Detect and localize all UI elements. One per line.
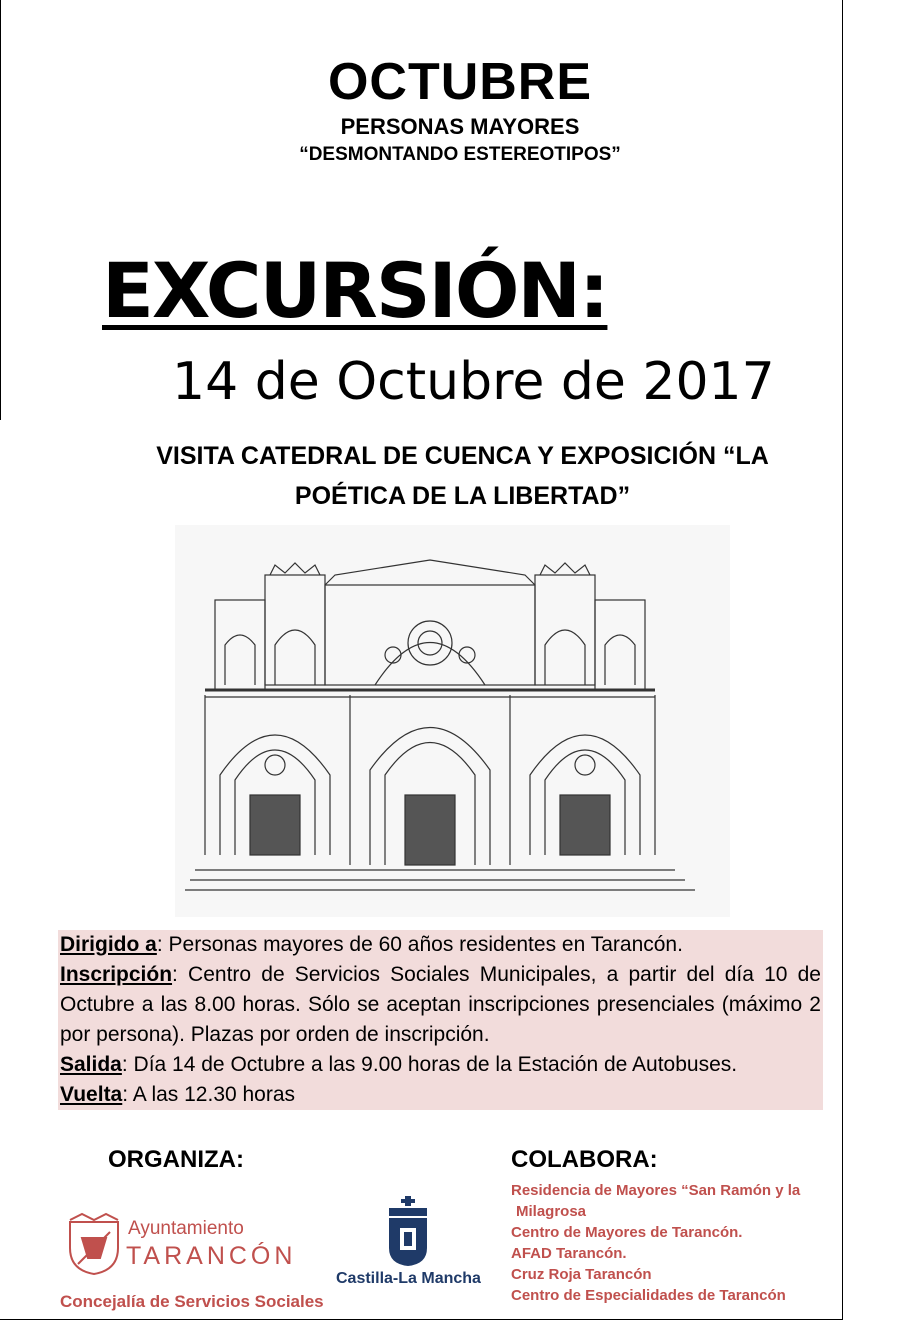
description-line-2: POÉTICA DE LA LIBERTAD” bbox=[294, 482, 631, 510]
event-description bbox=[100, 436, 825, 516]
salida-label: Salida bbox=[60, 1053, 122, 1076]
inscripcion-text: : Centro de Servicios Sociales Municipales, a partir del día 10 de Octubre a las 8.00 horas. Sólo se aceptan inscripciones presenciales (máximo 2 por persona). Plazas por orden de inscripción. bbox=[60, 963, 821, 1046]
regional-logo-text: Castilla-La Mancha bbox=[336, 1270, 481, 1287]
municipal-logo-line2: TARANCÓN bbox=[126, 1242, 297, 1270]
event-date: 14 de Octubre de 2017 bbox=[172, 352, 775, 412]
inscripcion-label: Inscripción bbox=[60, 963, 173, 986]
collaborator-item: AFAD Tarancón. bbox=[511, 1245, 627, 1262]
organiza-heading: ORGANIZA: bbox=[108, 1146, 244, 1173]
collaborator-item: Milagrosa bbox=[516, 1203, 587, 1220]
colabora-heading: COLABORA: bbox=[511, 1146, 658, 1173]
detail-dirigido bbox=[60, 930, 821, 960]
detail-vuelta bbox=[60, 1080, 821, 1110]
vuelta-label: Vuelta bbox=[60, 1083, 123, 1106]
municipal-logo-line1: Ayuntamiento bbox=[128, 1218, 244, 1239]
detail-inscripcion bbox=[60, 960, 821, 1050]
description-line-1: VISITA CATEDRAL DE CUENCA Y EXPOSICIÓN “LA bbox=[156, 442, 769, 470]
dirigido-label: Dirigido a bbox=[60, 933, 157, 956]
event-title: EXCURSIÓN: bbox=[102, 246, 608, 335]
collaborators-list bbox=[511, 1180, 821, 1306]
detail-salida bbox=[60, 1050, 821, 1080]
cathedral-illustration bbox=[175, 525, 730, 917]
salida-text: : Día 14 de Octubre a las 9.00 horas de la Estación de Autobuses. bbox=[121, 1053, 738, 1076]
dirigido-text: : Personas mayores de 60 años residentes en Tarancón. bbox=[156, 933, 683, 956]
collaborator-item: Centro de Mayores de Tarancón. bbox=[511, 1224, 743, 1241]
tagline: “DESMONTANDO ESTEREOTIPOS” bbox=[299, 144, 621, 165]
vuelta-text: : A las 12.30 horas bbox=[122, 1083, 296, 1106]
event-details bbox=[58, 930, 823, 1110]
collaborator-item: Cruz Roja Tarancón bbox=[511, 1266, 652, 1283]
department-name: Concejalía de Servicios Sociales bbox=[60, 1292, 324, 1311]
month-title: OCTUBRE bbox=[327, 53, 593, 111]
collaborator-item: Centro de Especialidades de Tarancón bbox=[511, 1287, 786, 1304]
subtitle: PERSONAS MAYORES bbox=[340, 114, 580, 139]
collaborator-item: Residencia de Mayores “San Ramón y la bbox=[511, 1182, 801, 1199]
castilla-la-mancha-icon bbox=[385, 1196, 431, 1266]
